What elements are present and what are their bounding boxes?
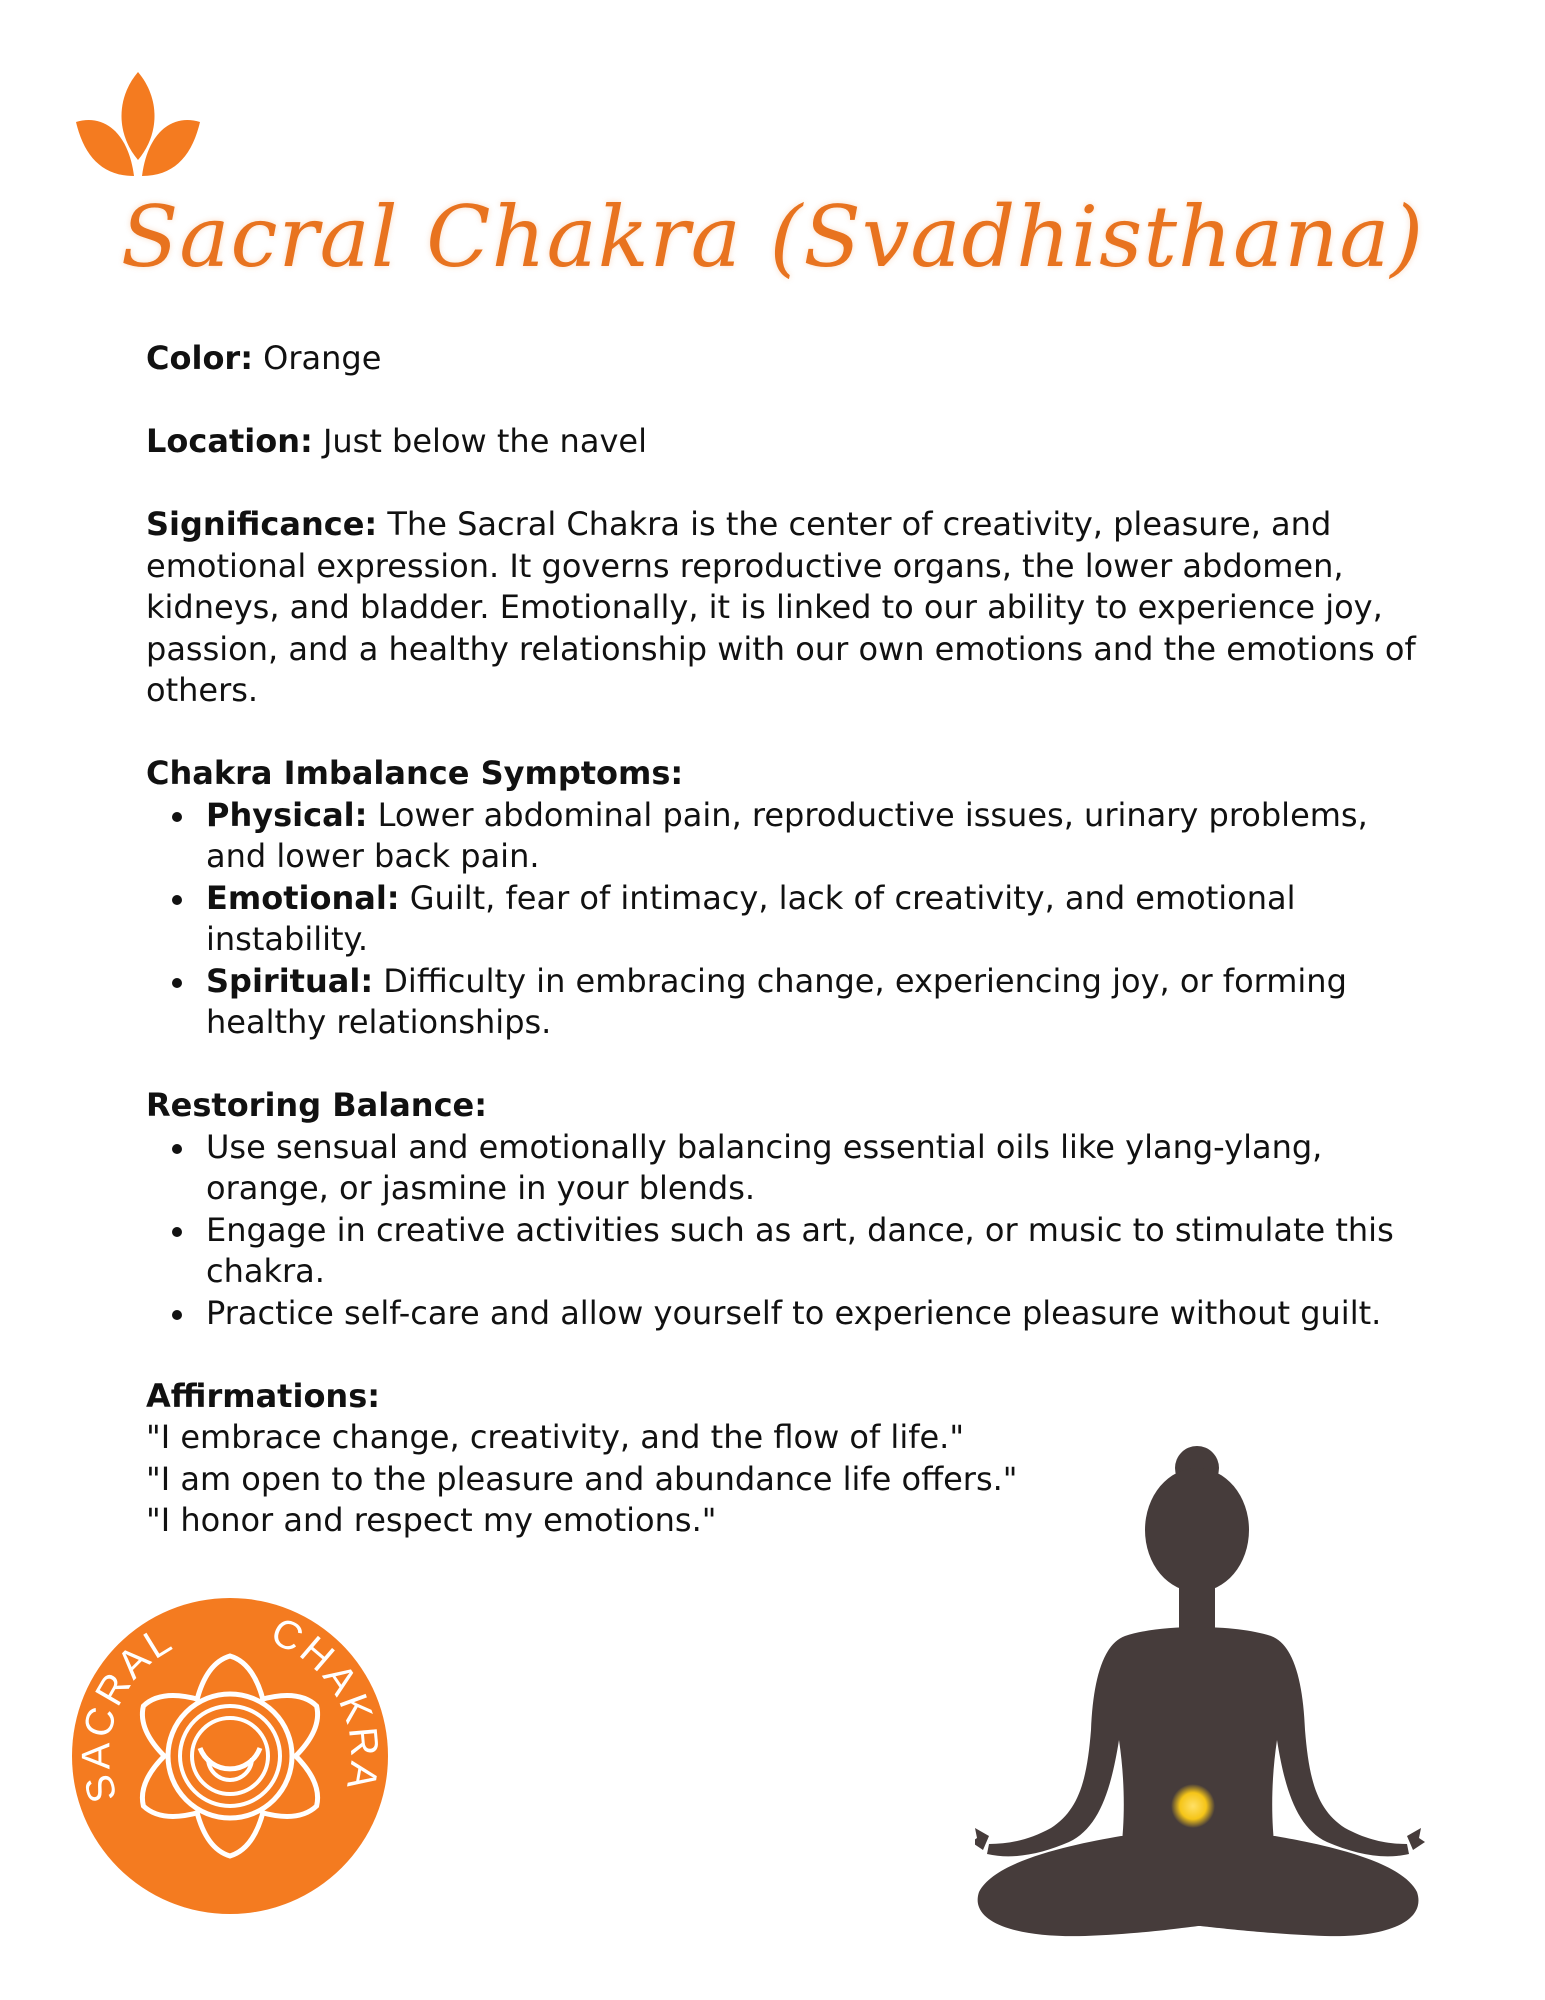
- affirmations-heading: Affirmations:: [146, 1376, 381, 1415]
- symptom-text: Difficulty in embracing change, experiencing joy, or forming healthy relationships.: [206, 961, 1347, 1041]
- list-item: Practice self-care and allow yourself to experience pleasure without guilt.: [146, 1293, 1416, 1335]
- affirmation-line: "I honor and respect my emotions.": [146, 1501, 717, 1539]
- color-label: Color:: [146, 339, 253, 377]
- symptoms-heading: Chakra Imbalance Symptoms:: [146, 754, 684, 792]
- symptom-label: Spiritual:: [206, 961, 374, 1000]
- significance-paragraph: [146, 504, 1416, 712]
- symptom-text: Guilt, fear of intimacy, lack of creativity, and emotional instability.: [206, 878, 1296, 958]
- location-line: [146, 421, 1416, 463]
- color-line: [146, 338, 1416, 380]
- list-item: Engage in creative activities such as art, dance, or music to stimulate this chakra.: [146, 1210, 1416, 1293]
- emblem-word-left: SACRAL: [74, 1616, 182, 1808]
- affirmation-line: "I embrace change, creativity, and the flow of life.": [146, 1418, 965, 1456]
- symptom-label: Emotional:: [206, 878, 400, 917]
- sacral-chakra-symbol-icon: [72, 1598, 388, 1914]
- list-item: [146, 961, 1416, 1044]
- content: [146, 338, 1416, 1542]
- page-title: Sacral Chakra (Svadhisthana): [120, 188, 1425, 286]
- significance-label: Significance:: [146, 505, 378, 543]
- color-value: Orange: [263, 339, 382, 377]
- list-item: [146, 878, 1416, 961]
- affirmation-line: "I am open to the pleasure and abundance life offers.": [146, 1459, 1018, 1498]
- chakra-glow: [1171, 1784, 1215, 1828]
- symptoms-list: [146, 795, 1416, 1044]
- symptom-text: Lower abdominal pain, reproductive issues, urinary problems, and lower back pain.: [206, 795, 1368, 875]
- lotus-leaves-icon: [76, 72, 200, 182]
- meditating-woman-silhouette: [975, 1440, 1425, 1960]
- symptom-label: Physical:: [206, 795, 368, 834]
- significance-text: The Sacral Chakra is the center of creativity, pleasure, and emotional expression. It governs reproductive organs, the lower abdomen, kidneys, and bladder. Emotionally, it is linked to our ability to experience joy, passion, and a healthy relationship with our own emotions and the emotions of others.: [146, 505, 1416, 709]
- emblem-word-right: CHAKRA: [264, 1609, 387, 1796]
- location-label: Location:: [146, 422, 313, 460]
- list-item: [146, 795, 1416, 878]
- list-item: Use sensual and emotionally balancing essential oils like ylang-ylang, orange, or jasmine in your blends.: [146, 1127, 1416, 1210]
- location-value: Just below the navel: [322, 422, 647, 460]
- restoring-list: [146, 1127, 1416, 1335]
- restoring-heading: Restoring Balance:: [146, 1086, 488, 1124]
